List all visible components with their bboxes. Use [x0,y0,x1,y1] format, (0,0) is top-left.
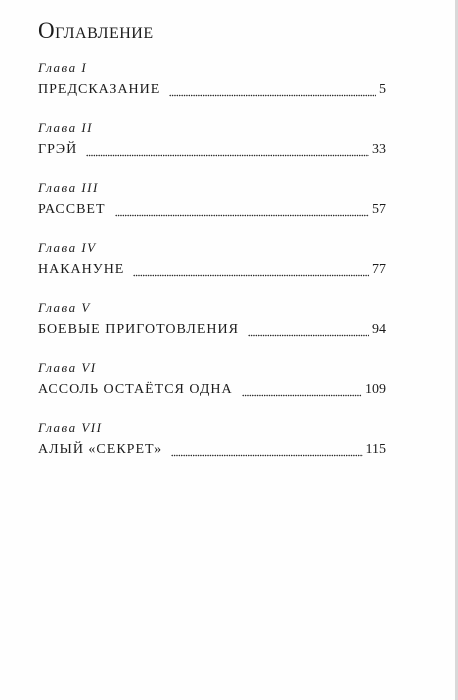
toc-line [38,260,386,280]
toc-line [38,320,386,340]
toc-entry [38,418,386,478]
page-number: 77 [372,262,386,277]
chapter-title: НАКАНУНЕ [38,262,125,277]
chapter-title: ГРЭЙ [38,142,78,157]
toc-entry [38,58,386,118]
page-number: 94 [372,322,386,337]
dot-leader [248,329,369,337]
chapter-title: ПРЕДСКАЗАНИЕ [38,82,161,97]
chapter-label: Глава VI [38,360,97,375]
chapter-title: АЛЫЙ «СЕКРЕТ» [38,442,163,457]
toc-line [38,200,386,220]
chapter-label: Глава VII [38,420,103,435]
dot-leader [115,209,369,217]
chapter-title: БОЕВЫЕ ПРИГОТОВЛЕНИЯ [38,322,239,337]
toc-entry [38,238,386,298]
page-title: Оглавление [38,18,154,43]
toc-line [38,380,386,400]
chapter-label: Глава I [38,60,88,75]
dot-leader [242,389,362,397]
dot-leader [133,269,369,277]
page-number: 115 [365,442,386,457]
toc-entry [38,298,386,358]
dot-leader [86,149,369,157]
page-number: 57 [372,202,386,217]
page-number: 109 [365,382,386,397]
toc-line [38,440,386,460]
toc-line [38,80,386,100]
page-number: 5 [379,82,386,97]
chapter-label: Глава V [38,300,91,315]
toc-entry [38,178,386,238]
table-of-contents [38,58,386,478]
chapter-title: АССОЛЬ ОСТАЁТСЯ ОДНА [38,382,233,397]
dot-leader [169,89,376,97]
toc-entry [38,118,386,178]
chapter-label: Глава III [38,180,99,195]
dot-leader [171,449,362,457]
toc-line [38,140,386,160]
chapter-label: Глава II [38,120,93,135]
page-number: 33 [372,142,386,157]
toc-entry [38,358,386,418]
chapter-title: РАССВЕТ [38,202,106,217]
chapter-label: Глава IV [38,240,97,255]
